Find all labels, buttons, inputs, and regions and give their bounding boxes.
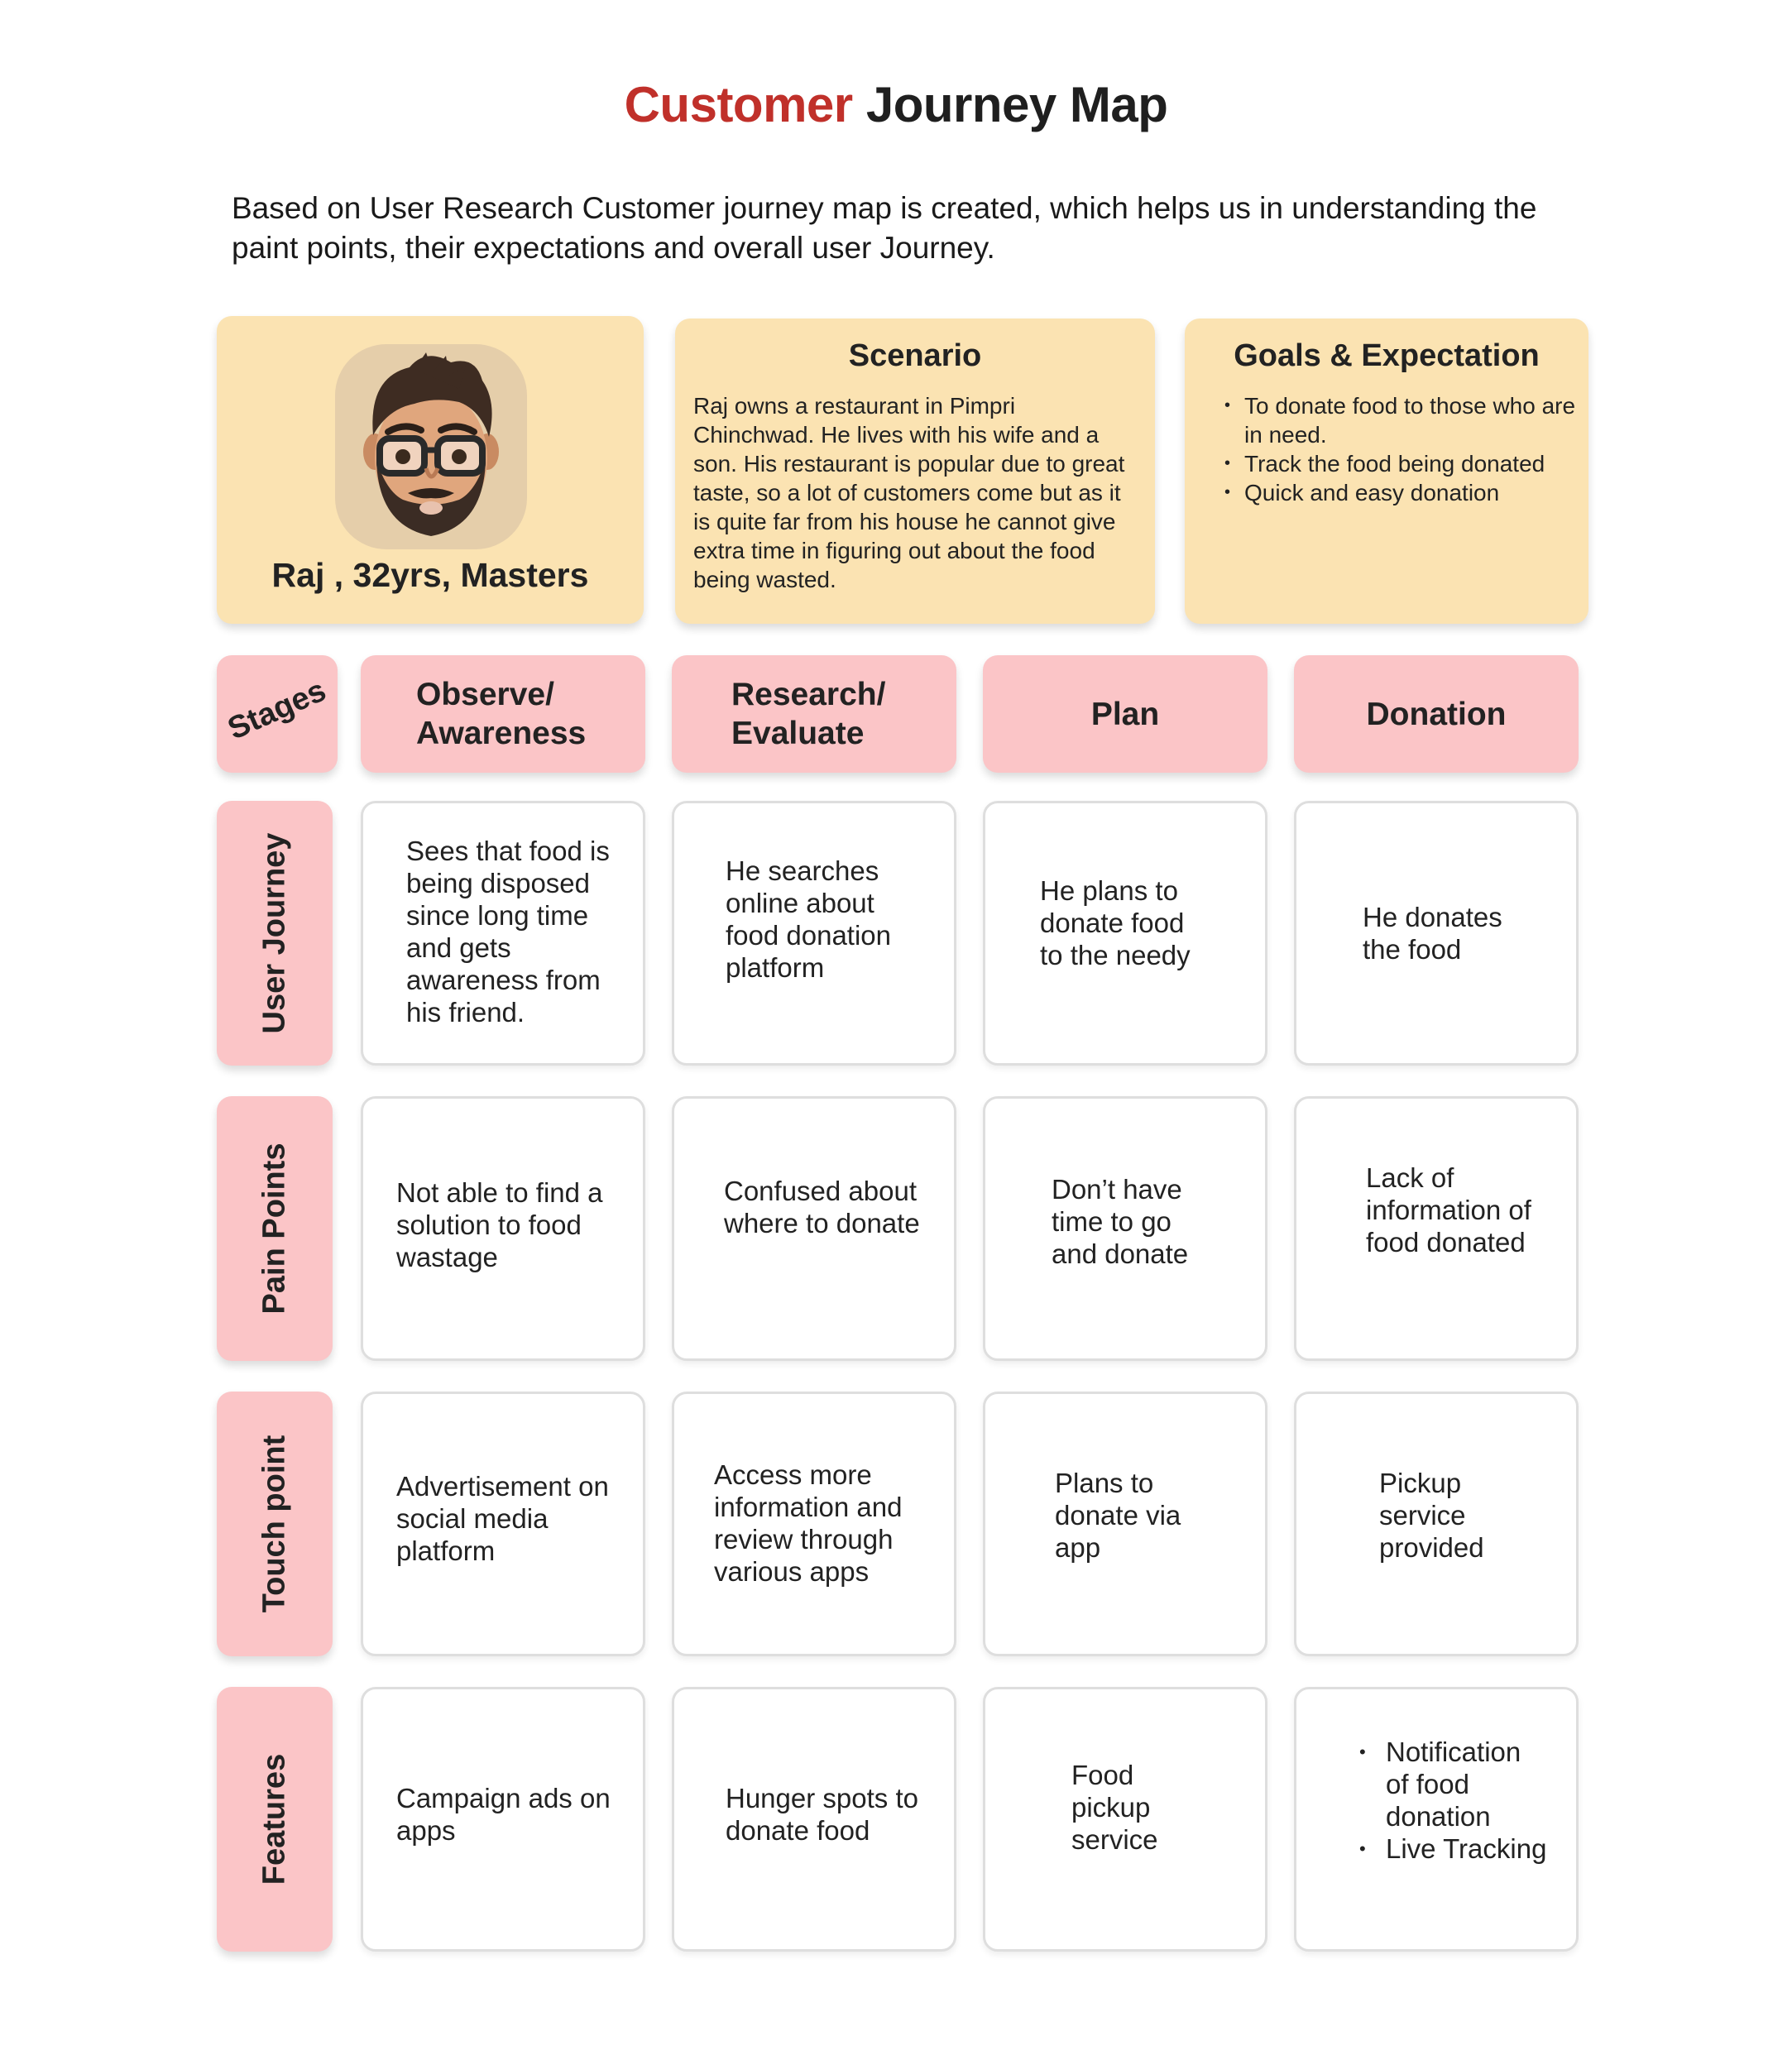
cell-text: Don’t have time to go and donate [1052,1174,1189,1269]
cell-text: Confused about where to donate [724,1176,920,1238]
row-label-features [217,1687,333,1952]
stage-label: Research/ Evaluate [731,677,886,751]
stage-label: Plan [1090,696,1160,732]
scenario-heading: Scenario [848,338,982,373]
row-label-text: Features [256,1753,292,1885]
page-title [0,76,1792,133]
feature-item: • Live Tracking [1359,1832,1550,1865]
stages-label-text: Stages [223,673,332,747]
cell-text: He searches online about food donation platform [726,855,892,983]
cell-text: He plans to donate food to the needy [1040,875,1191,970]
goal-item: • Track the food being donated [1224,449,1580,478]
goal-item: • To donate food to those who are in need. [1224,391,1580,449]
row-label-text: Pain Points [256,1143,292,1315]
cell-text: Hunger spots to donate food [726,1783,918,1846]
title-part-customer: Customer [624,77,853,132]
journey-cell [361,1392,645,1656]
stages-label [217,655,338,773]
title-part-journey-map: Journey Map [865,77,1168,132]
cell-text: Plans to donate via app [1055,1468,1181,1563]
persona-card [217,316,644,624]
journey-cell [1294,801,1579,1066]
persona-name: Raj , 32yrs, Masters [271,556,589,594]
memoji-avatar-icon [335,344,527,549]
goals-list [1224,391,1580,507]
scenario-card [675,319,1155,624]
cell-text: Pickup service provided [1379,1468,1484,1563]
journey-cell [983,1687,1267,1952]
journey-cell [361,1687,645,1952]
stage-donation [1294,655,1579,773]
journey-cell [361,1096,645,1361]
intro-text: Based on User Research Customer journey map is created, which helps us in understanding the paint points, their expectations and overall user Journey. [232,191,1537,265]
stage-plan [983,655,1267,773]
cell-text: Sees that food is being disposed since long time and gets awareness from his friend. [406,836,610,1028]
journey-cell [672,1687,956,1952]
goals-heading: Goals & Expectation [1234,338,1540,373]
cell-text: Advertisement on social media platform [396,1471,609,1566]
journey-cell [1294,1687,1579,1952]
cell-text: He donates the food [1363,902,1502,965]
features-list [1359,1736,1550,1865]
stage-research-evaluate [672,655,956,773]
row-label-touch-point [217,1392,333,1656]
journey-cell [1294,1096,1579,1361]
stage-observe-awareness [361,655,645,773]
cell-text: Access more information and review through various apps [714,1459,903,1587]
cell-text: Campaign ads on apps [396,1783,611,1846]
goals-card [1185,319,1588,624]
row-label-user-journey [217,801,333,1066]
stage-label: Donation [1366,696,1507,732]
journey-cell [983,1392,1267,1656]
row-label-text: Touch point [256,1435,292,1613]
row-label-pain-points [217,1096,333,1361]
cell-text: Food pickup service [1071,1760,1158,1855]
journey-cell [672,801,956,1066]
journey-cell [361,801,645,1066]
goal-item: • Quick and easy donation [1224,478,1580,507]
scenario-text: Raj owns a restaurant in Pimpri Chinchwad. He lives with his wife and a son. His restaurant is popular due to great taste, so a lot of customers come but as it is quite far from his house he cannot give extra time in figuring out about the food being wasted. [693,393,1125,592]
journey-cell [983,801,1267,1066]
journey-cell [672,1096,956,1361]
journey-cell [672,1392,956,1656]
stage-label: Observe/ Awareness [416,677,587,751]
cell-text: Lack of information of food donated [1366,1162,1531,1258]
feature-item: • Notification of food donation [1359,1736,1550,1832]
row-label-text: User Journey [256,832,292,1034]
journey-cell [1294,1392,1579,1656]
journey-cell [983,1096,1267,1361]
cell-text: Not able to find a solution to food wastage [396,1177,603,1272]
